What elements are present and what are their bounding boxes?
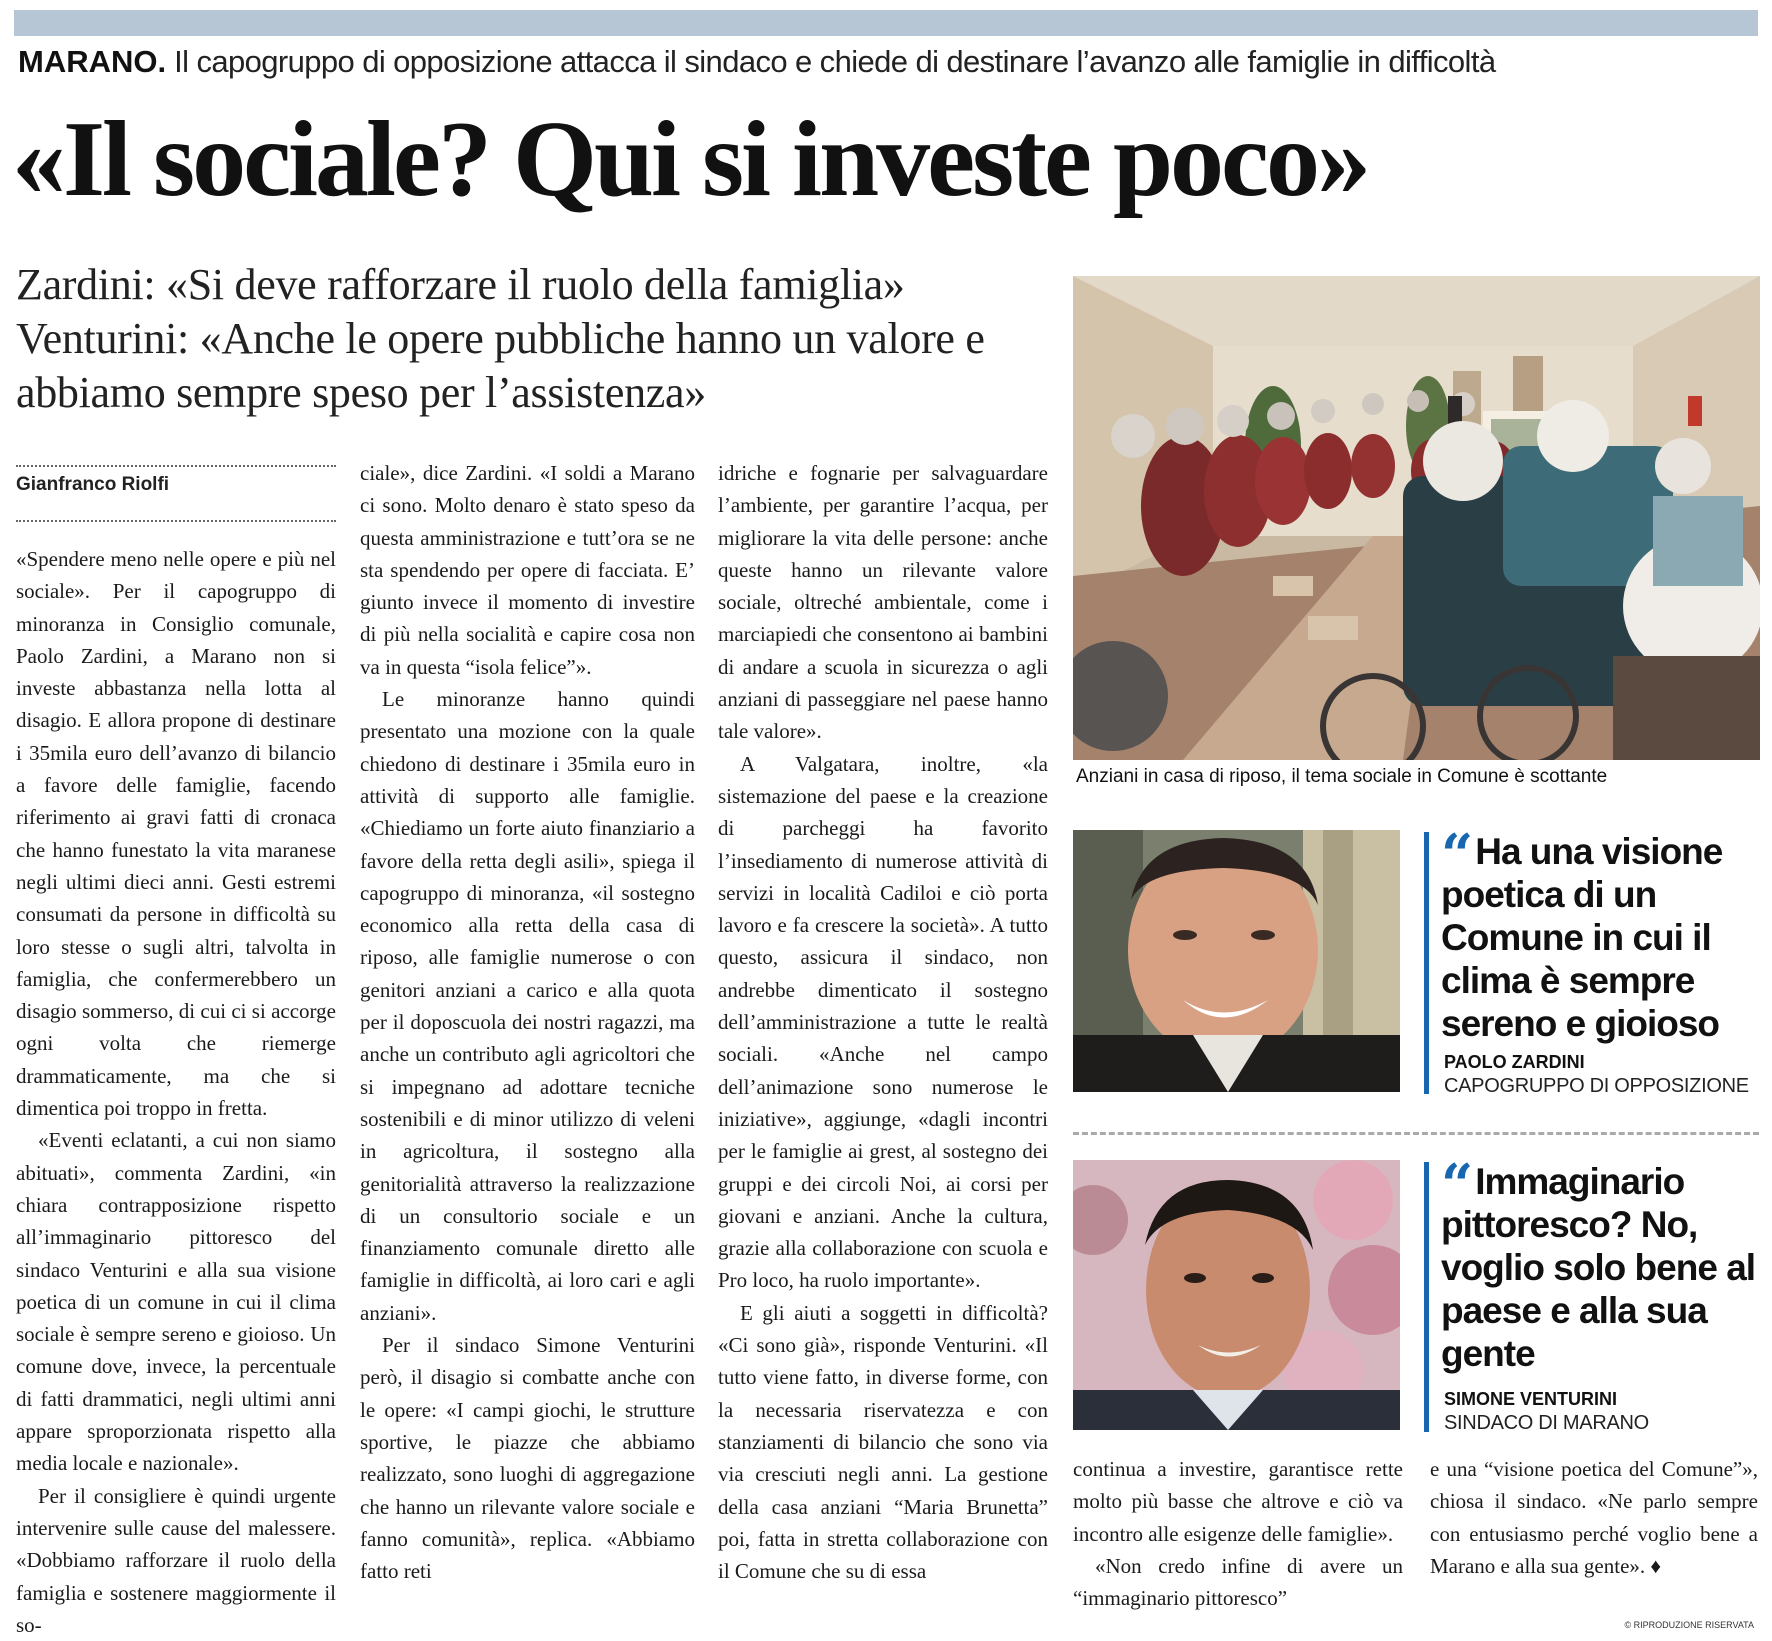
- paolo-zardini-photo: [1073, 830, 1400, 1092]
- quote-mark-icon: “: [1441, 822, 1466, 888]
- subhead-line-2: Venturini: «Anche le opere pubbliche hanno un valore e abbiamo sempre speso per l’assistenza»: [16, 314, 985, 417]
- kicker: [18, 44, 1758, 80]
- paragraph: «Eventi eclatanti, a cui non siamo abituati», commenta Zardini, «in chiara contrapposizione rispetto all’immaginario pittoresco del sindaco Venturini e alla sua visione poetica di un comune in cui il clima sociale è sempre sereno e gioioso. Un comune dove, invece, la percentuale di fatti drammatici, negli ultimi anni appare sproporzionata rispetto alla media locale e nazionale».: [16, 1128, 336, 1476]
- paragraph: idriche e fognarie per salvaguardare l’ambiente, per garantire l’acqua, per migliorare la vita delle persone: anche queste hanno un rilevante valore sociale, oltreché ambientale, come i marciapiedi che consentono ai bambini di andare a scuola in sicurezza o agli anziani di passeggiare nel paese hanno tale valore».: [718, 461, 1048, 744]
- dashed-separator: [1073, 1132, 1759, 1135]
- kicker-place: MARANO.: [18, 44, 167, 79]
- copyright-notice: © RIPRODUZIONE RISERVATA: [1624, 1620, 1754, 1630]
- simone-venturini-photo: [1073, 1160, 1400, 1430]
- quote-accent-bar: [1424, 1162, 1429, 1432]
- paragraph: «Spendere meno nelle opere e più nel sociale». Per il capogruppo di minoranza in Consiglio comunale, Paolo Zardini, a Marano non si investe abbastanza nella lotta al disagio. E allora propone di destinare i 35mila euro dell’avanzo di bilancio a favore delle famiglie, facendo riferimento ai gravi fatti di cronaca che hanno funestato la vita maranese negli ultimi dieci anni. Gesti estremi consumati da persone in difficoltà su loro stesse o sugli altri, talvolta in famiglia, che confermerebbero un disagio sommerso, di cui ci si accorge ogni volta che riemerge drammaticamente, ma che si dimentica poi troppo in fretta.: [16, 547, 336, 1121]
- byline: Gianfranco Riolfi: [16, 474, 170, 495]
- subhead-line-1: Zardini: «Si deve rafforzare il ruolo della famiglia»: [16, 260, 905, 309]
- quote-mark-icon: “: [1441, 1152, 1466, 1218]
- headline: «Il sociale? Qui si investe poco»: [12, 100, 1368, 219]
- paragraph: Per il sindaco Simone Venturini però, il disagio si combatte anche con le opere: «I campi giochi, le strutture sportive, le piazze che abbiamo realizzato, sono luoghi di aggregazione che hanno un rilevante valore sociale e fanno comunità», replica. «Abbiamo fatto reti: [360, 1333, 695, 1584]
- paragraph: ciale», dice Zardini. «I soldi a Marano ci sono. Molto denaro è stato speso da questa amministrazione e tutt’ora se ne sta spendendo per opere di facciata. E’ giunto invece il momento di investire di più nella socialità e capire cosa non va in questa “isola felice”».: [360, 461, 695, 679]
- byline-rule-bottom: [16, 520, 336, 522]
- quote-accent-bar: [1424, 832, 1429, 1094]
- paragraph: A Valgatara, inoltre, «la sistemazione del paese e la creazione di parcheggi ha favorito l’insediamento di numerose attività di servizi in località Cadiloi e ciò porta lavoro e fa crescere la società». A tutto questo, assicura il sindaco, non andrebbe dimenticato il sostegno dell’amministrazione a tutte le realtà sociali. «Anche nel campo dell’animazione sono numerose le iniziative», aggiunge, «dagli incontri per le famiglie ai grest, al sostegno dei gruppi e dei circoli Noi, ai corsi per giovani e anziani. Anche la cultura, grazie alla collaborazione con scuola e Pro loco, ha ruolo importante».: [718, 751, 1048, 1293]
- pull-quote-venturini: [1441, 1152, 1761, 1375]
- article-column-4: [1073, 1453, 1403, 1614]
- nursing-home-photo: [1073, 276, 1760, 760]
- quote-author-name: PAOLO ZARDINI: [1444, 1052, 1585, 1072]
- article-column-3: [718, 457, 1048, 1587]
- kicker-text: Il capogruppo di opposizione attacca il sindaco e chiede di destinare l’avanzo alle famiglie in difficoltà: [174, 44, 1496, 79]
- pull-quote-zardini: [1441, 822, 1761, 1045]
- photo-caption: Anziani in casa di riposo, il tema sociale in Comune è scottante: [1076, 766, 1608, 787]
- article-column-5: [1430, 1453, 1758, 1582]
- paragraph: e una “visione poetica del Comune”», chiosa il sindaco. «Ne parlo sempre con entusiasmo perché voglio bene a Marano e alla sua gente». ♦: [1430, 1457, 1758, 1578]
- article-column-1: [16, 543, 336, 1641]
- paragraph: «Non credo infine di avere un “immaginario pittoresco”: [1073, 1553, 1403, 1611]
- subheadline: [16, 258, 1066, 420]
- byline-rule-top: [16, 465, 336, 467]
- paragraph: E gli aiuti a soggetti in difficoltà? «Ci sono già», risponde Venturini. «Il tutto viene fatto, in diverse forme, con la necessaria riservatezza e con stanziamenti di bilancio che sono via via cresciuti negli anni. La gestione della casa anziani “Maria Brunetta” poi, fatta in stretta collaborazione con il Comune che su di essa: [718, 1300, 1048, 1584]
- paragraph: continua a investire, garantisce rette molto più basse che altrove e ciò va incontro alle esigenze delle famiglie».: [1073, 1457, 1403, 1546]
- article-column-2: [360, 457, 695, 1587]
- paragraph: Le minoranze hanno quindi presentato una mozione con la quale chiedono di destinare i 35mila euro in attività di supporto alle famiglie. «Chiediamo un forte aiuto finanziario a favore della retta degli asili», spiega il capogruppo di minoranza, «il sostegno economico alla retta della casa di riposo, alle famiglie numerose o con genitori anziani a carico e alla quota per il doposcuola dei nostri ragazzi, ma anche un contributo agli agricoltori che si impegnano ad adottare tecniche sostenibili e di minor utilizzo di veleni in agricoltura, il sostegno alla genitorialità attraverso la realizzazione di un consultorio sociale e un finanziamento comunale diretto alle famiglie in difficoltà, ai loro cari e agli anziani».: [360, 687, 695, 1325]
- pull-quote-text: Immaginario pittoresco? No, voglio solo bene al paese e alla sua gente: [1441, 1161, 1756, 1374]
- quote-author-role: SINDACO DI MARANO: [1444, 1412, 1649, 1434]
- pull-quote-text: Ha una visione poetica di un Comune in cui il clima è sempre sereno e gioioso: [1441, 831, 1723, 1044]
- top-color-bar: [14, 10, 1758, 36]
- quote-author-name: SIMONE VENTURINI: [1444, 1389, 1618, 1409]
- paragraph: Per il consigliere è quindi urgente intervenire sulle cause del malessere. «Dobbiamo rafforzare il ruolo della famiglia e sostenere maggiormente il so-: [16, 1483, 336, 1637]
- quote-author-role: CAPOGRUPPO DI OPPOSIZIONE: [1444, 1075, 1749, 1097]
